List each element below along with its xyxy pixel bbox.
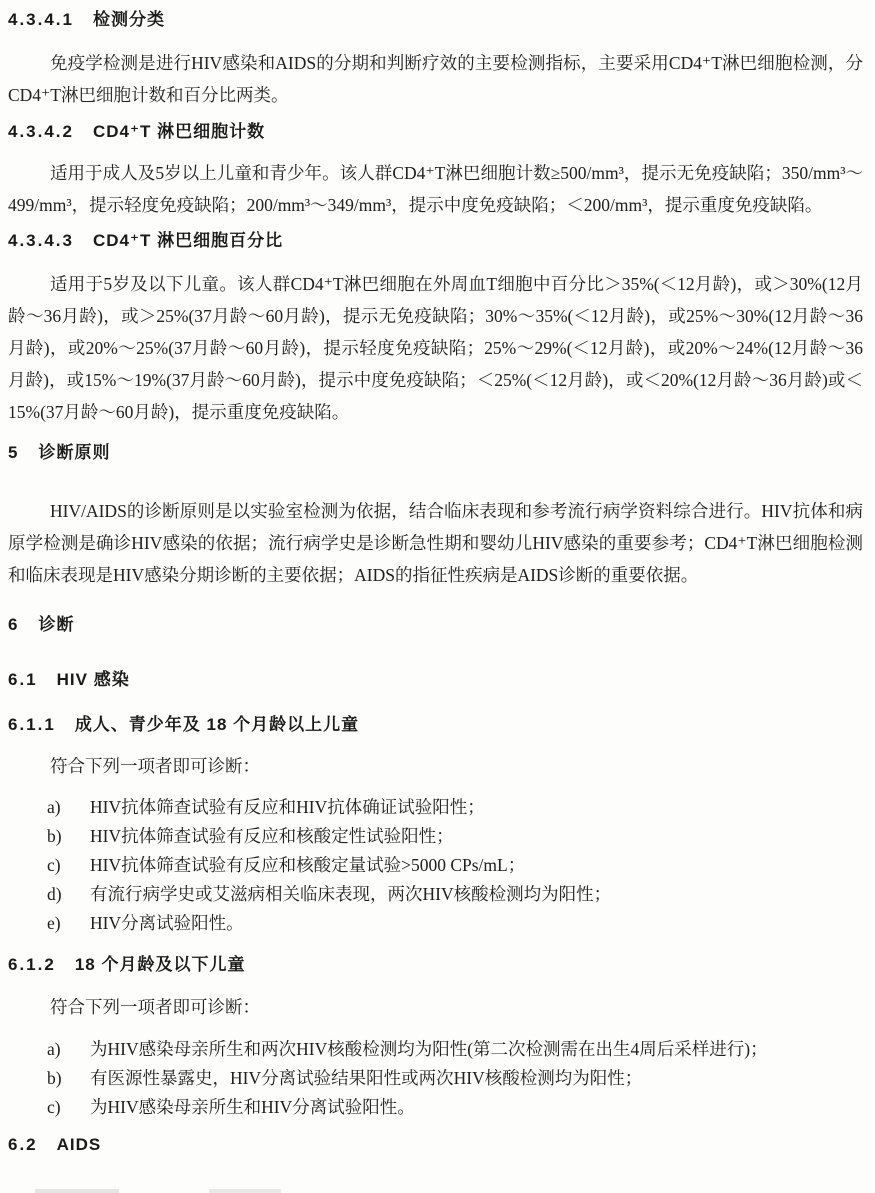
cutoff-next-line-artifact <box>35 1189 335 1193</box>
list-item <box>8 1093 863 1122</box>
list-item-label: a) <box>47 1039 61 1059</box>
heading-6-1-1 <box>8 713 863 737</box>
heading-6 <box>8 613 863 637</box>
paragraph-diagnosis-criteria-intro: 符合下列一项者即可诊断： <box>50 756 260 776</box>
heading-4-3-4-3 <box>8 229 863 253</box>
section-title: AIDS <box>56 1135 102 1154</box>
section-title: 18 个月龄及以下儿童 <box>74 955 246 974</box>
list-item <box>8 880 863 909</box>
criteria-list-infants <box>8 1035 863 1122</box>
section-title: 成人、青少年及 18 个月龄以上儿童 <box>74 715 360 734</box>
section-title: 诊断原则 <box>38 443 111 462</box>
list-item-label: b) <box>47 1068 62 1088</box>
section-number: 6.1.1 <box>8 715 56 734</box>
paragraph-cd4-count: 适用于成人及5岁以上儿童和青少年。该人群CD4⁺T淋巴细胞计数≥500/mm³，提示无免疫缺陷；350/mm³～499/mm³，提示轻度免疫缺陷；200/mm³～349/mm³，提示中度免疫缺陷；＜200/mm³，提示重度免疫缺陷。 <box>8 163 863 215</box>
heading-6-2 <box>8 1133 863 1157</box>
list-item-text: 有医源性暴露史，HIV分离试验结果阳性或两次HIV核酸检测均为阳性； <box>90 1068 643 1088</box>
paragraph-diagnosis-criteria-intro-infants: 符合下列一项者即可诊断： <box>50 997 260 1017</box>
list-item <box>8 851 863 880</box>
list-item <box>8 1035 863 1064</box>
section-number: 6.1.2 <box>8 955 56 974</box>
section-number: 6.2 <box>8 1135 38 1154</box>
section-number: 6.1 <box>8 670 38 689</box>
section-title: CD4⁺T 淋巴细胞计数 <box>93 122 266 141</box>
list-item-label: a) <box>47 797 61 817</box>
list-item-label: d) <box>47 884 62 904</box>
paragraph-diagnosis-principles: HIV/AIDS的诊断原则是以实验室检测为依据，结合临床表现和参考流行病学资料综合进行。HIV抗体和病原学检测是确诊HIV感染的依据；流行病学史是诊断急性期和婴幼儿HIV感染的重要参考；CD4⁺T淋巴细胞检测和临床表现是HIV感染分期诊断的主要依据；AIDS的指征性疾病是AIDS诊断的重要依据。 <box>8 501 863 585</box>
list-item <box>8 1064 863 1093</box>
section-title: 诊断 <box>38 615 75 634</box>
section-title: 检测分类 <box>93 10 165 29</box>
section-number: 4.3.4.2 <box>8 122 74 141</box>
list-item-text: HIV分离试验阳性。 <box>90 913 244 933</box>
list-item-text: HIV抗体筛查试验有反应和核酸定性试验阳性； <box>90 826 454 846</box>
list-item-text: 为HIV感染母亲所生和两次HIV核酸检测均为阳性(第二次检测需在出生4周后采样进行)； <box>90 1039 768 1059</box>
heading-4-3-4-2 <box>8 120 863 144</box>
section-title: CD4⁺T 淋巴细胞百分比 <box>93 231 284 250</box>
list-item-label: e) <box>47 913 61 933</box>
section-number: 5 <box>8 443 20 462</box>
heading-6-1-2 <box>8 953 863 977</box>
list-item-label: b) <box>47 826 62 846</box>
paragraph-cd4-percentage: 适用于5岁及以下儿童。该人群CD4⁺T淋巴细胞在外周血T细胞中百分比＞35%(＜12月龄)，或＞30%(12月龄～36月龄)，或＞25%(37月龄～60月龄)，提示无免疫缺陷；30%～35%(＜12月龄)，或25%～30%(12月龄～36月龄)，或20%～25%(37月龄～60月龄)，提示轻度免疫缺陷；25%～29%(＜12月龄)，或20%～24%(12月龄～36月龄)，或15%～19%(37月龄～60月龄)，提示中度免疫缺陷；＜25%(＜12月龄)，或＜20%(12月龄～36月龄)或＜15%(37月龄～60月龄)，提示重度免疫缺陷。 <box>8 274 863 422</box>
section-number: 6 <box>8 615 20 634</box>
criteria-list-adults <box>8 793 863 938</box>
list-item-text: 有流行病学史或艾滋病相关临床表现，两次HIV核酸检测均为阳性； <box>90 884 612 904</box>
section-number: 4.3.4.1 <box>8 10 74 29</box>
section-title: HIV 感染 <box>56 670 130 689</box>
list-item-text: HIV抗体筛查试验有反应和核酸定量试验>5000 CPs/mL； <box>90 855 526 875</box>
list-item-label: c) <box>47 1097 61 1117</box>
heading-4-3-4-1 <box>8 8 863 32</box>
list-item-text: 为HIV感染母亲所生和HIV分离试验阳性。 <box>90 1097 415 1117</box>
section-number: 4.3.4.3 <box>8 231 74 250</box>
list-item <box>8 822 863 851</box>
heading-5 <box>8 441 863 465</box>
list-item <box>8 909 863 938</box>
paragraph-immunology-overview: 免疫学检测是进行HIV感染和AIDS的分期和判断疗效的主要检测指标，主要采用CD4⁺T淋巴细胞检测，分CD4⁺T淋巴细胞计数和百分比两类。 <box>8 53 863 105</box>
list-item-label: c) <box>47 855 61 875</box>
list-item-text: HIV抗体筛查试验有反应和HIV抗体确证试验阳性； <box>90 797 485 817</box>
heading-6-1 <box>8 668 863 692</box>
list-item <box>8 793 863 822</box>
